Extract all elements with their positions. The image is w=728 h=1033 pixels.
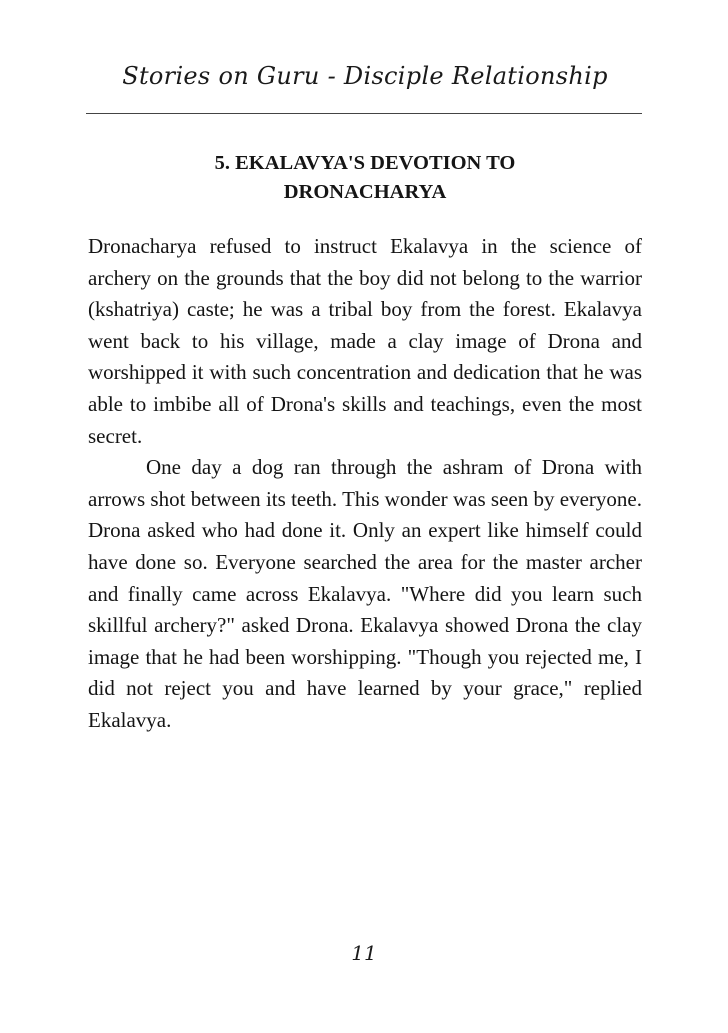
chapter-title-line-1: 5. EKALAVYA'S DEVOTION TO	[214, 152, 516, 174]
body-text	[88, 231, 642, 737]
paragraph-2: One day a dog ran through the ashram of Drona with arrows shot between its teeth. This wonder was seen by everyone. Drona asked who had done it. Only an expert like himself could have done so. Everyone searched the area for the master archer and finally came across Ekalavya. "Where did you learn such skillful archery?" asked Drona. Ekalavya showed Drona the clay image that he had been worshipping. "Though you rejected me, I did not reject you and have learned by your grace," replied Ekalavya.	[88, 455, 642, 732]
running-header: Stories on Guru - Disciple Relationship	[122, 62, 608, 90]
chapter-title-line-2: DRONACHARYA	[283, 181, 447, 203]
paragraph-1: Dronacharya refused to instruct Ekalavya in the science of archery on the grounds that the boy did not belong to the warrior (kshatriya) caste; he was a tribal boy from the forest. Ekalavya went back to his village, made a clay image of Drona and worshipped it with such concentration and dedication that he was able to imbibe all of Drona's skills and teachings, even the most secret.	[88, 234, 642, 448]
chapter-title	[88, 149, 642, 207]
page-number: 11	[351, 941, 377, 965]
header-rule	[86, 113, 642, 114]
